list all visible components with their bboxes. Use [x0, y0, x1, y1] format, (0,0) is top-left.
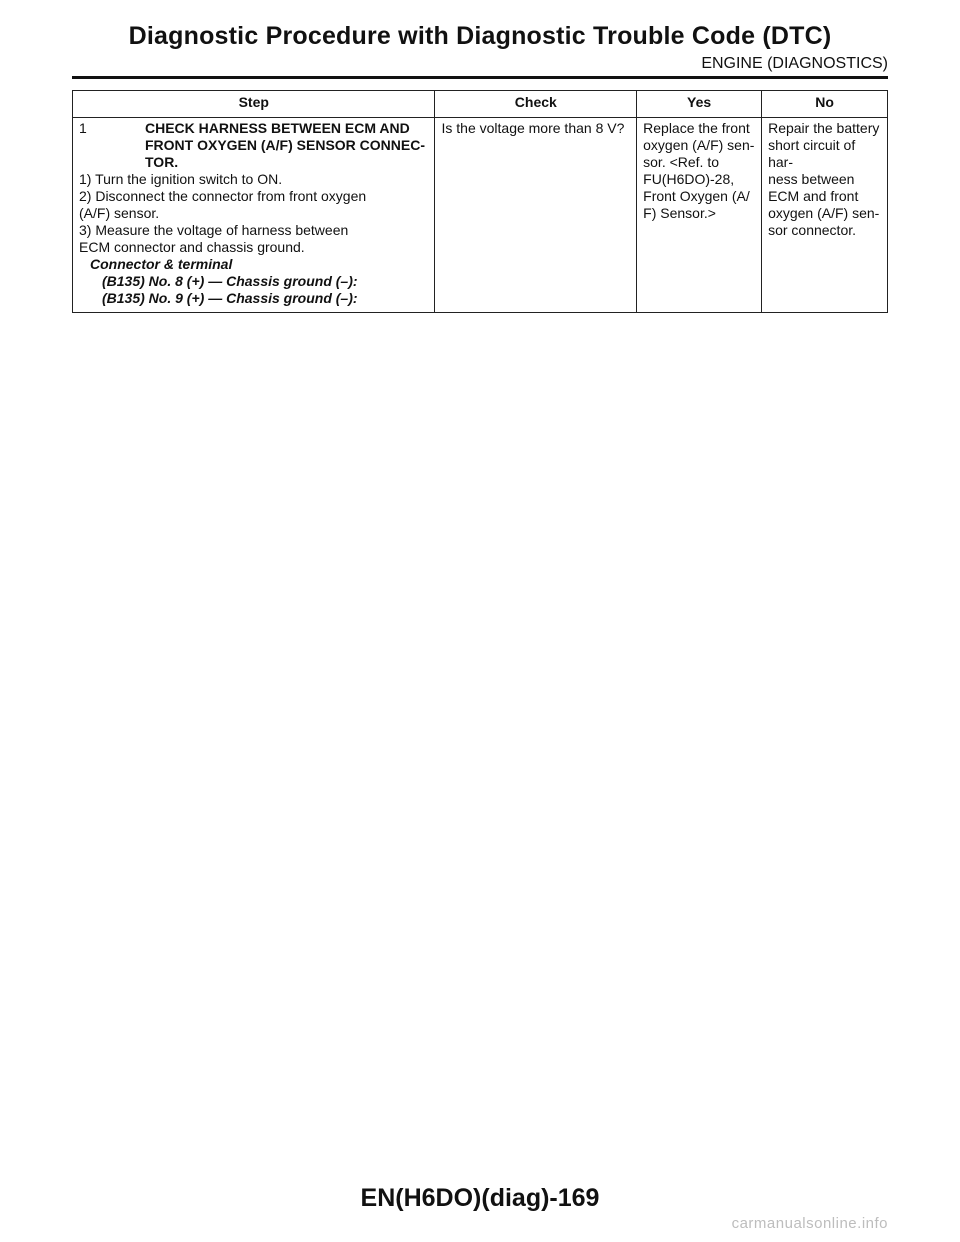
section-label: ENGINE (DIAGNOSTICS) — [701, 55, 888, 72]
header-step: Step — [73, 91, 435, 118]
header-rule — [72, 76, 888, 79]
yes-line: FU(H6DO)-28, — [643, 171, 735, 187]
step-title-line: FRONT OXYGEN (A/F) SENSOR CONNEC- — [145, 137, 426, 153]
step-cell — [73, 118, 435, 313]
header-no: No — [762, 91, 888, 118]
step-title-line: TOR. — [145, 154, 179, 170]
instruction-line: ECM connector and chassis ground. — [79, 239, 305, 255]
connector-label: Connector & terminal — [90, 256, 233, 272]
table-header-row — [73, 91, 888, 118]
page-footer: EN(H6DO)(diag)-169 — [360, 1184, 600, 1212]
instruction-line: 3) Measure the voltage of harness between — [79, 222, 349, 238]
yes-cell — [637, 118, 762, 313]
no-line: sor connector. — [768, 222, 857, 238]
step-number: 1 — [79, 120, 87, 136]
header-check: Check — [435, 91, 637, 118]
check-cell: Is the voltage more than 8 V? — [435, 118, 637, 313]
no-line: Repair the battery — [768, 120, 880, 136]
instruction-line: 1) Turn the ignition switch to ON. — [79, 171, 283, 187]
header-yes: Yes — [637, 91, 762, 118]
step-title-line: CHECK HARNESS BETWEEN ECM AND — [145, 120, 410, 136]
yes-line: F) Sensor.> — [643, 205, 716, 221]
no-line: ness between — [768, 171, 855, 187]
no-line: oxygen (A/F) sen- — [768, 205, 880, 221]
page-title: Diagnostic Procedure with Diagnostic Trouble Code (DTC) — [128, 22, 832, 50]
no-line: short circuit of har- — [768, 137, 856, 170]
terminal-spec: (B135) No. 9 (+) — Chassis ground (–): — [102, 290, 358, 306]
no-line: ECM and front — [768, 188, 859, 204]
yes-line: Replace the front — [643, 120, 750, 136]
watermark: carmanualsonline.info — [731, 1215, 888, 1232]
terminal-spec: (B135) No. 8 (+) — Chassis ground (–): — [102, 273, 358, 289]
no-cell — [762, 118, 888, 313]
diagnostic-table — [72, 90, 888, 313]
instruction-line: 2) Disconnect the connector from front oxygen — [79, 188, 367, 204]
yes-line: sor. <Ref. to — [643, 154, 720, 170]
instruction-line: (A/F) sensor. — [79, 205, 160, 221]
yes-line: Front Oxygen (A/ — [643, 188, 750, 204]
yes-line: oxygen (A/F) sen- — [643, 137, 755, 153]
table-row — [73, 118, 888, 313]
